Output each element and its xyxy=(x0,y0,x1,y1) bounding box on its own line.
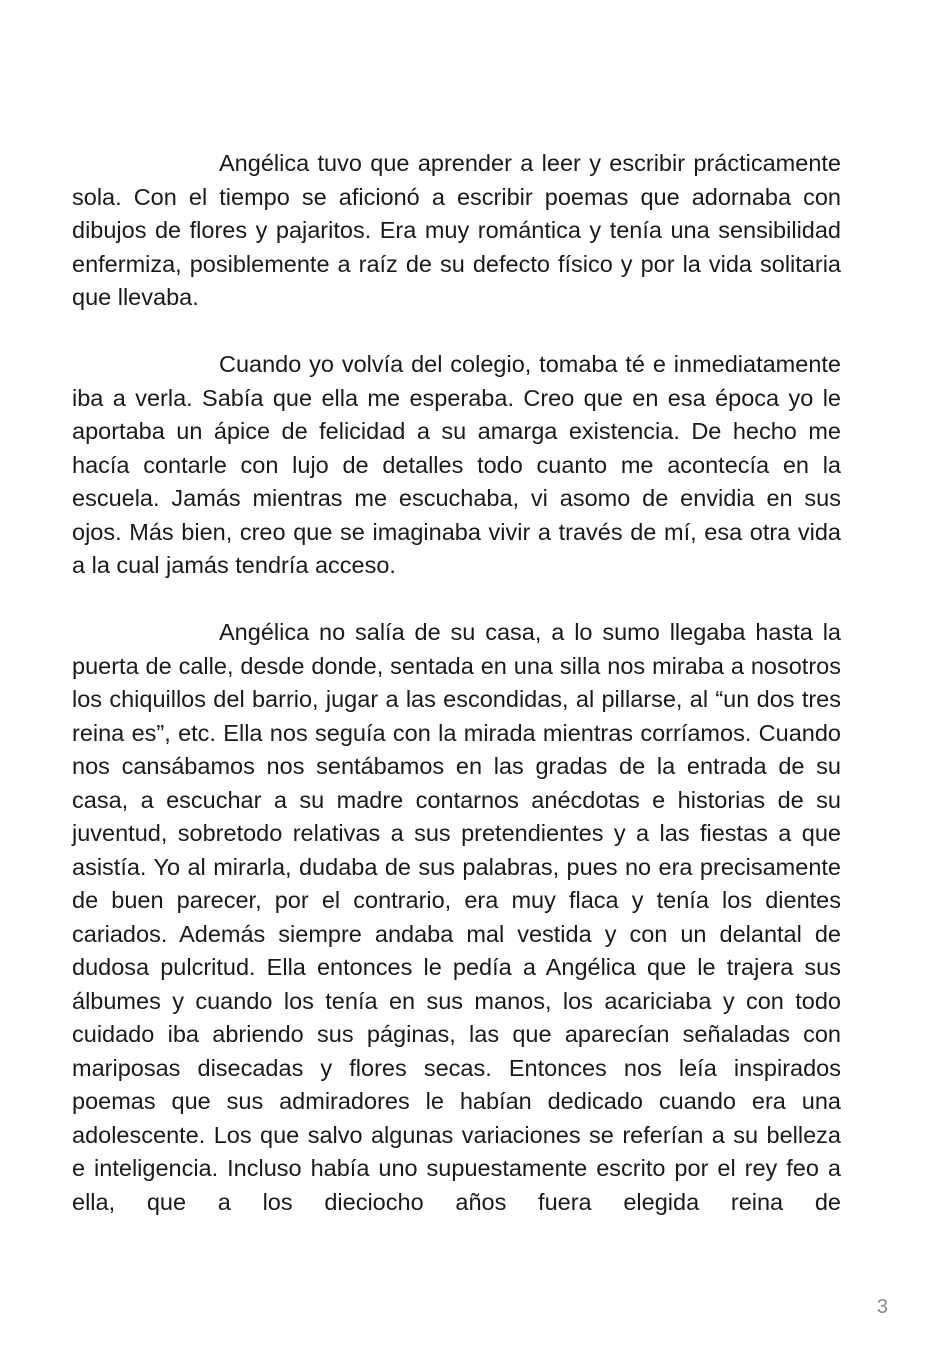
paragraph-1: Angélica tuvo que aprender a leer y escribir prácticamente sola. Con el tiempo se aficionó a escribir poemas que adornaba con dibujos de flores y pajaritos. Era muy romántica y tenía una sensibilidad enfermiza, posiblemente a raíz de su defecto físico y por la vida solitaria que llevaba. xyxy=(72,150,841,310)
page-number: 3 xyxy=(876,1296,888,1318)
paragraph-2: Cuando yo volvía del colegio, tomaba té e inmediatamente iba a verla. Sabía que ella me esperaba. Creo que en esa época yo le aportaba un ápice de felicidad a su amarga existencia. De hecho me hacía contarle con lujo de detalles todo cuanto me acontecía en la escuela. Jamás mientras me escuchaba, vi asomo de envidia en sus ojos. Más bien, creo que se imaginaba vivir a través de mí, esa otra vida a la cual jamás tendría acceso. xyxy=(72,351,841,578)
body-text xyxy=(72,147,841,1219)
paragraph-3: Angélica no salía de su casa, a lo sumo llegaba hasta la puerta de calle, desde donde, sentada en una silla nos miraba a nosotros los chiquillos del barrio, jugar a las escondidas, al pillarse, al “un dos tres reina es”, etc. Ella nos seguía con la mirada mientras corríamos. Cuando nos cansábamos nos sentábamos en las gradas de la entrada de su casa, a escuchar a su madre contarnos anécdotas e historias de su juventud, sobretodo relativas a sus pretendientes y a las fiestas a que asistía. Yo al mirarla, dudaba de sus palabras, pues no era precisamente de buen parecer, por el contrario, era muy flaca y tenía los dientes cariados. Además siempre andaba mal vestida y con un delantal de dudosa pulcritud. Ella entonces le pedía a Angélica que le trajera sus álbumes y cuando los tenía en sus manos, los acariciaba y con todo cuidado iba abriendo sus páginas, las que aparecían señaladas con mariposas disecadas y flores secas. Entonces nos leía inspirados poemas que sus admiradores le habían dedicado cuando era una adolescente. Los que salvo algunas variaciones se referían a su belleza e inteligencia. Incluso había uno supuestamente escrito por el rey feo a ella, que a los dieciocho años fuera elegida reina de xyxy=(72,619,841,1215)
